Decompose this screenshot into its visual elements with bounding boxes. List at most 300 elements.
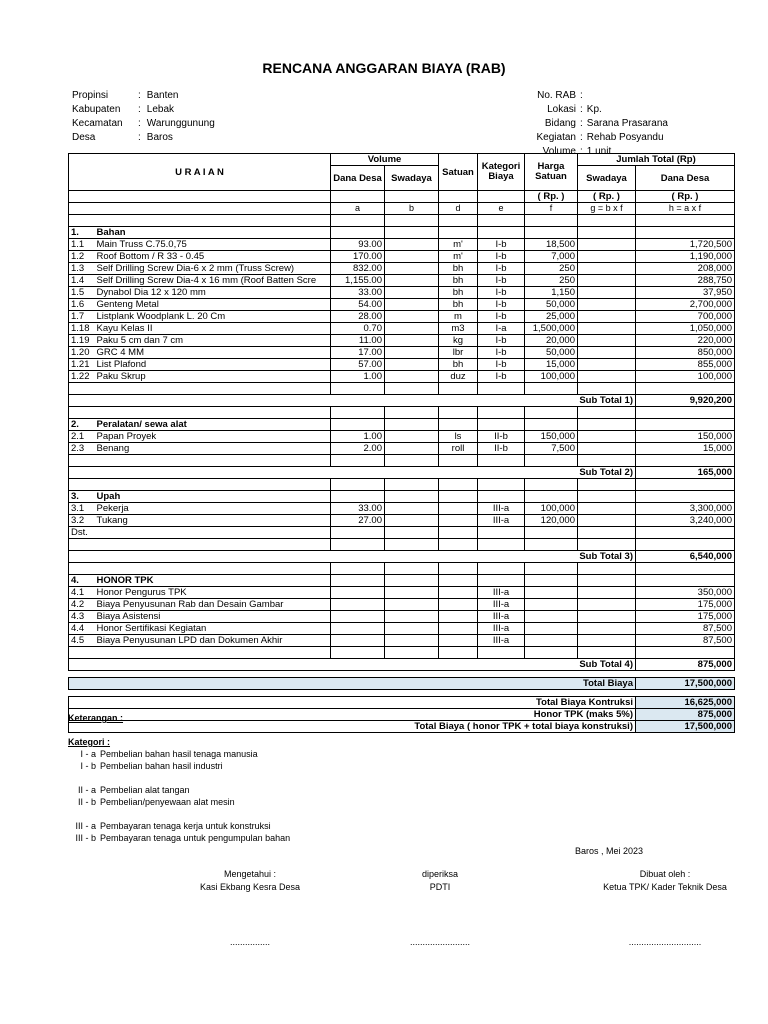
item-satuan: bh bbox=[439, 275, 478, 287]
item-swadaya-volume bbox=[385, 611, 439, 623]
blank-cell bbox=[525, 455, 578, 467]
item-swadaya-total bbox=[578, 311, 636, 323]
blank-cell bbox=[439, 647, 478, 659]
note-text: Pembelian bahan hasil industri bbox=[100, 761, 223, 771]
table-row bbox=[69, 275, 735, 287]
item-swadaya-volume bbox=[385, 263, 439, 275]
table-row bbox=[69, 311, 735, 323]
item-swadaya-total bbox=[578, 611, 636, 623]
info-row bbox=[70, 104, 217, 116]
item-number: Dst. bbox=[69, 527, 95, 539]
item-kategori: I-a bbox=[478, 323, 525, 335]
item-name: Kayu Kelas II bbox=[95, 323, 331, 335]
info-colon: : bbox=[138, 104, 141, 115]
spacer-row bbox=[69, 215, 735, 227]
gap-row bbox=[69, 690, 735, 697]
blank-cell bbox=[69, 563, 95, 575]
subtotal-row bbox=[69, 551, 735, 563]
blank-cell bbox=[525, 563, 578, 575]
blank-cell bbox=[478, 575, 525, 587]
info-value: Baros bbox=[146, 132, 173, 143]
item-swadaya-volume bbox=[385, 359, 439, 371]
info-label: Kabupaten bbox=[72, 104, 121, 115]
item-kategori: II-b bbox=[478, 443, 525, 455]
konstruksi-row bbox=[69, 697, 735, 709]
header-blank bbox=[478, 191, 525, 203]
note-code: III - a bbox=[75, 821, 96, 831]
subtotal-value: 9,920,200 bbox=[636, 395, 735, 407]
item-harga bbox=[525, 635, 578, 647]
header-satuan: Satuan bbox=[439, 154, 478, 191]
item-swadaya-total bbox=[578, 527, 636, 539]
subtotal-value: 6,540,000 bbox=[636, 551, 735, 563]
item-satuan: m3 bbox=[439, 323, 478, 335]
item-name: Roof Bottom / R 33 - 0.45 bbox=[95, 251, 331, 263]
item-swadaya-volume bbox=[385, 347, 439, 359]
item-dana-desa-volume: 2.00 bbox=[331, 443, 385, 455]
item-harga bbox=[525, 599, 578, 611]
info-right bbox=[520, 88, 672, 160]
blank-cell bbox=[478, 455, 525, 467]
info-label: Desa bbox=[72, 132, 96, 143]
item-satuan bbox=[439, 611, 478, 623]
blank-cell bbox=[578, 227, 636, 239]
grand-total-value: 17,500,000 bbox=[636, 721, 735, 733]
item-swadaya-total bbox=[578, 587, 636, 599]
section-title: Bahan bbox=[95, 227, 331, 239]
item-kategori: III-a bbox=[478, 623, 525, 635]
blank-cell bbox=[385, 479, 439, 491]
info-label: Lokasi bbox=[547, 104, 576, 115]
item-swadaya-total bbox=[578, 515, 636, 527]
blank-cell bbox=[385, 227, 439, 239]
info-label: Volume bbox=[542, 146, 576, 157]
item-dana-desa-volume: 832.00 bbox=[331, 263, 385, 275]
item-name: Paku 5 cm dan 7 cm bbox=[95, 335, 331, 347]
item-name bbox=[95, 527, 331, 539]
info-row bbox=[522, 118, 670, 130]
blank-cell bbox=[525, 647, 578, 659]
item-number: 1.22 bbox=[69, 371, 95, 383]
blank-cell bbox=[478, 563, 525, 575]
note-code: I - a bbox=[80, 749, 96, 759]
section-header bbox=[69, 491, 735, 503]
info-left bbox=[68, 88, 219, 146]
column-letter: e bbox=[478, 203, 525, 215]
item-number: 1.6 bbox=[69, 299, 95, 311]
blank-cell bbox=[636, 215, 735, 227]
blank-cell bbox=[385, 407, 439, 419]
subtotal-label: Sub Total 4) bbox=[69, 659, 636, 671]
blank-cell bbox=[578, 419, 636, 431]
item-name: Self Drilling Screw Dia-6 x 2 mm (Truss Screw) bbox=[95, 263, 331, 275]
item-kategori: I-b bbox=[478, 347, 525, 359]
blank-cell bbox=[478, 227, 525, 239]
header-dana-desa-2: Dana Desa bbox=[636, 166, 735, 191]
info-label: Bidang bbox=[544, 118, 576, 129]
table-row bbox=[69, 599, 735, 611]
spacer-row bbox=[69, 647, 735, 659]
note-line bbox=[68, 784, 290, 796]
item-kategori: I-b bbox=[478, 251, 525, 263]
blank-cell bbox=[69, 479, 95, 491]
item-harga: 250 bbox=[525, 275, 578, 287]
note-line bbox=[68, 748, 290, 760]
info-label: Propinsi bbox=[72, 90, 109, 101]
item-swadaya-total bbox=[578, 635, 636, 647]
header-volume: Volume bbox=[331, 154, 439, 166]
blank-cell bbox=[69, 647, 95, 659]
page-title: RENCANA ANGGARAN BIAYA (RAB) bbox=[262, 60, 506, 76]
table-row bbox=[69, 635, 735, 647]
honor-value: 875,000 bbox=[636, 709, 735, 721]
item-swadaya-total bbox=[578, 431, 636, 443]
table-row bbox=[69, 263, 735, 275]
note-text: Pembelian bahan hasil tenaga manusia bbox=[100, 749, 258, 759]
item-name: Papan Proyek bbox=[95, 431, 331, 443]
item-dana-desa-total: 100,000 bbox=[636, 371, 735, 383]
note-text: Pembelian/penyewaan alat mesin bbox=[100, 797, 235, 807]
blank-cell bbox=[578, 491, 636, 503]
item-name: Honor Pengurus TPK bbox=[95, 587, 331, 599]
item-kategori: II-b bbox=[478, 431, 525, 443]
item-kategori: I-b bbox=[478, 263, 525, 275]
item-dana-desa-total: 15,000 bbox=[636, 443, 735, 455]
blank-cell bbox=[439, 407, 478, 419]
item-dana-desa-volume: 11.00 bbox=[331, 335, 385, 347]
info-colon: : bbox=[580, 104, 583, 115]
item-satuan: bh bbox=[439, 263, 478, 275]
blank-cell bbox=[578, 455, 636, 467]
item-name: Pekerja bbox=[95, 503, 331, 515]
header-harga: Harga Satuan bbox=[525, 154, 578, 191]
item-number: 4.2 bbox=[69, 599, 95, 611]
blank-cell bbox=[331, 455, 385, 467]
section-title: HONOR TPK bbox=[95, 575, 331, 587]
blank-cell bbox=[385, 647, 439, 659]
item-swadaya-volume bbox=[385, 299, 439, 311]
item-name: Biaya Penyusunan LPD dan Dokumen Akhir bbox=[95, 635, 331, 647]
note-line bbox=[68, 760, 290, 772]
info-value: Warunggunung bbox=[146, 118, 215, 129]
item-swadaya-volume bbox=[385, 239, 439, 251]
item-swadaya-volume bbox=[385, 275, 439, 287]
info-row bbox=[522, 90, 670, 102]
blank-cell bbox=[478, 407, 525, 419]
item-name: List Plafond bbox=[95, 359, 331, 371]
item-dana-desa-volume: 1.00 bbox=[331, 371, 385, 383]
note-text: Pembelian alat tangan bbox=[100, 785, 190, 795]
spacer-row bbox=[69, 539, 735, 551]
blank-cell bbox=[95, 647, 331, 659]
item-dana-desa-total: 855,000 bbox=[636, 359, 735, 371]
item-satuan bbox=[439, 623, 478, 635]
item-kategori: III-a bbox=[478, 503, 525, 515]
table-row bbox=[69, 503, 735, 515]
item-kategori: I-b bbox=[478, 239, 525, 251]
item-number: 2.3 bbox=[69, 443, 95, 455]
sig2-role: PDTI bbox=[429, 882, 451, 892]
keterangan-label: Keterangan : bbox=[68, 713, 124, 723]
item-number: 1.3 bbox=[69, 263, 95, 275]
blank-cell bbox=[385, 383, 439, 395]
blank-cell bbox=[439, 419, 478, 431]
item-dana-desa-total: 175,000 bbox=[636, 599, 735, 611]
item-dana-desa-volume: 57.00 bbox=[331, 359, 385, 371]
item-satuan: duz bbox=[439, 371, 478, 383]
blank-cell bbox=[95, 383, 331, 395]
item-dana-desa-total: 37,950 bbox=[636, 287, 735, 299]
item-harga bbox=[525, 611, 578, 623]
blank-cell bbox=[385, 455, 439, 467]
item-dana-desa-total: 208,000 bbox=[636, 263, 735, 275]
info-label: Kecamatan bbox=[72, 118, 123, 129]
subtotal-row bbox=[69, 467, 735, 479]
item-harga bbox=[525, 587, 578, 599]
note-code: III - b bbox=[75, 833, 96, 843]
header-blank bbox=[95, 191, 331, 203]
item-swadaya-volume bbox=[385, 635, 439, 647]
spacer-row bbox=[69, 407, 735, 419]
blank-cell bbox=[525, 227, 578, 239]
header-rp: ( Rp. ) bbox=[525, 191, 578, 203]
item-dana-desa-total: 220,000 bbox=[636, 335, 735, 347]
item-name: GRC 4 MM bbox=[95, 347, 331, 359]
section-header bbox=[69, 227, 735, 239]
blank-cell bbox=[636, 455, 735, 467]
total-biaya-label: Total Biaya bbox=[69, 678, 636, 690]
section-number: 2. bbox=[69, 419, 95, 431]
sig3-title: Dibuat oleh : bbox=[639, 869, 691, 879]
blank-cell bbox=[95, 563, 331, 575]
item-dana-desa-volume: 0.70 bbox=[331, 323, 385, 335]
blank-cell bbox=[578, 407, 636, 419]
item-name: Self Drilling Screw Dia-4 x 16 mm (Roof Batten Scre bbox=[95, 275, 331, 287]
item-dana-desa-total: 1,190,000 bbox=[636, 251, 735, 263]
blank-cell bbox=[95, 215, 331, 227]
item-number: 2.1 bbox=[69, 431, 95, 443]
item-dana-desa-total bbox=[636, 527, 735, 539]
blank-cell bbox=[525, 383, 578, 395]
header-uraian: U R A I A N bbox=[69, 154, 331, 191]
item-harga bbox=[525, 623, 578, 635]
blank-cell bbox=[478, 479, 525, 491]
item-swadaya-total bbox=[578, 251, 636, 263]
column-letter: h = a x f bbox=[636, 203, 735, 215]
note-line bbox=[68, 832, 290, 844]
item-kategori: I-b bbox=[478, 359, 525, 371]
item-kategori: I-b bbox=[478, 299, 525, 311]
info-value: Lebak bbox=[146, 104, 175, 115]
blank-cell bbox=[385, 539, 439, 551]
table-row bbox=[69, 239, 735, 251]
item-dana-desa-total: 2,700,000 bbox=[636, 299, 735, 311]
item-dana-desa-total: 3,300,000 bbox=[636, 503, 735, 515]
header-blank bbox=[439, 191, 478, 203]
gap-cell bbox=[69, 671, 735, 678]
blank-cell bbox=[331, 383, 385, 395]
blank-cell bbox=[439, 383, 478, 395]
item-satuan bbox=[439, 635, 478, 647]
item-dana-desa-volume: 93.00 bbox=[331, 239, 385, 251]
item-dana-desa-total: 1,720,500 bbox=[636, 239, 735, 251]
item-harga: 18,500 bbox=[525, 239, 578, 251]
blank-cell bbox=[636, 491, 735, 503]
blank-cell bbox=[525, 491, 578, 503]
item-harga: 15,000 bbox=[525, 359, 578, 371]
item-name: Dynabol Dia 12 x 120 mm bbox=[95, 287, 331, 299]
table-row bbox=[69, 371, 735, 383]
blank-cell bbox=[331, 407, 385, 419]
item-number: 1.19 bbox=[69, 335, 95, 347]
item-swadaya-total bbox=[578, 599, 636, 611]
item-name: Biaya Asistensi bbox=[95, 611, 331, 623]
item-dana-desa-volume bbox=[331, 623, 385, 635]
item-kategori: I-b bbox=[478, 335, 525, 347]
column-letter: f bbox=[525, 203, 578, 215]
item-satuan: roll bbox=[439, 443, 478, 455]
blank-cell bbox=[439, 491, 478, 503]
kategori-label: Kategori : bbox=[68, 737, 111, 747]
item-dana-desa-volume: 17.00 bbox=[331, 347, 385, 359]
item-number: 4.1 bbox=[69, 587, 95, 599]
table-row bbox=[69, 623, 735, 635]
item-number: 1.4 bbox=[69, 275, 95, 287]
sig2-title: diperiksa bbox=[421, 869, 459, 879]
table-row bbox=[69, 347, 735, 359]
info-colon: : bbox=[580, 146, 583, 157]
item-dana-desa-total: 175,000 bbox=[636, 611, 735, 623]
header-blank bbox=[385, 191, 439, 203]
blank-cell bbox=[385, 575, 439, 587]
blank-cell bbox=[578, 383, 636, 395]
item-satuan: m bbox=[439, 311, 478, 323]
item-number: 4.4 bbox=[69, 623, 95, 635]
item-harga: 20,000 bbox=[525, 335, 578, 347]
blank-cell bbox=[439, 227, 478, 239]
table-row bbox=[69, 515, 735, 527]
blank-cell bbox=[636, 539, 735, 551]
item-number: 3.2 bbox=[69, 515, 95, 527]
note-line bbox=[68, 796, 290, 808]
blank-cell bbox=[385, 419, 439, 431]
item-swadaya-volume bbox=[385, 587, 439, 599]
item-swadaya-volume bbox=[385, 371, 439, 383]
table-row bbox=[69, 299, 735, 311]
spacer-row bbox=[69, 563, 735, 575]
konstruksi-label: Total Biaya Kontruksi bbox=[69, 697, 636, 709]
total-biaya-row bbox=[69, 678, 735, 690]
blank-cell bbox=[385, 491, 439, 503]
item-harga: 7,500 bbox=[525, 443, 578, 455]
info-colon: : bbox=[138, 90, 141, 101]
item-name: Listplank Woodplank L. 20 Cm bbox=[95, 311, 331, 323]
item-number: 4.3 bbox=[69, 611, 95, 623]
subtotal-row bbox=[69, 395, 735, 407]
section-number: 1. bbox=[69, 227, 95, 239]
blank-cell bbox=[525, 419, 578, 431]
item-swadaya-total bbox=[578, 443, 636, 455]
signature-block-3 bbox=[585, 868, 745, 949]
item-swadaya-volume bbox=[385, 251, 439, 263]
item-swadaya-total bbox=[578, 371, 636, 383]
blank-cell bbox=[331, 215, 385, 227]
item-swadaya-volume bbox=[385, 287, 439, 299]
item-dana-desa-volume: 1.00 bbox=[331, 431, 385, 443]
item-number: 1.20 bbox=[69, 347, 95, 359]
table-row bbox=[69, 587, 735, 599]
item-satuan bbox=[439, 599, 478, 611]
item-swadaya-total bbox=[578, 347, 636, 359]
item-swadaya-total bbox=[578, 287, 636, 299]
header-swadaya: Swadaya bbox=[385, 166, 439, 191]
blank-cell bbox=[478, 383, 525, 395]
blank-cell bbox=[525, 479, 578, 491]
item-swadaya-volume bbox=[385, 623, 439, 635]
item-dana-desa-volume bbox=[331, 599, 385, 611]
item-kategori: III-a bbox=[478, 611, 525, 623]
table-row bbox=[69, 443, 735, 455]
blank-cell bbox=[95, 455, 331, 467]
item-swadaya-volume bbox=[385, 515, 439, 527]
gap-cell bbox=[69, 690, 735, 697]
section-title: Upah bbox=[95, 491, 331, 503]
header-kategori: Kategori Biaya bbox=[478, 154, 525, 191]
blank-cell bbox=[578, 647, 636, 659]
item-harga: 50,000 bbox=[525, 299, 578, 311]
blank-cell bbox=[525, 575, 578, 587]
column-letter: b bbox=[385, 203, 439, 215]
header-rp-2: ( Rp. ) bbox=[578, 191, 636, 203]
item-dana-desa-total: 87,500 bbox=[636, 623, 735, 635]
item-number: 1.7 bbox=[69, 311, 95, 323]
blank-cell bbox=[69, 407, 95, 419]
item-kategori: I-b bbox=[478, 275, 525, 287]
section-header bbox=[69, 575, 735, 587]
blank-cell bbox=[636, 383, 735, 395]
note-text: Pembayaran tenaga kerja untuk konstruksi bbox=[100, 821, 271, 831]
item-harga: 50,000 bbox=[525, 347, 578, 359]
item-name: Genteng Metal bbox=[95, 299, 331, 311]
header-rp-3: ( Rp. ) bbox=[636, 191, 735, 203]
item-swadaya-volume bbox=[385, 527, 439, 539]
item-swadaya-total bbox=[578, 335, 636, 347]
item-satuan: bh bbox=[439, 287, 478, 299]
blank-cell bbox=[331, 539, 385, 551]
place-date: Baros , Mei 2023 bbox=[575, 846, 644, 856]
item-name: Tukang bbox=[95, 515, 331, 527]
blank-cell bbox=[478, 491, 525, 503]
blank-cell bbox=[578, 215, 636, 227]
section-header bbox=[69, 419, 735, 431]
item-dana-desa-volume: 28.00 bbox=[331, 311, 385, 323]
item-satuan: bh bbox=[439, 299, 478, 311]
info-value: Banten bbox=[146, 90, 179, 101]
sig3-line: ............................. bbox=[628, 937, 702, 947]
item-satuan bbox=[439, 527, 478, 539]
blank-cell bbox=[578, 563, 636, 575]
item-harga bbox=[525, 527, 578, 539]
note-line bbox=[68, 772, 290, 784]
item-dana-desa-total: 150,000 bbox=[636, 431, 735, 443]
blank-cell bbox=[439, 455, 478, 467]
item-kategori bbox=[478, 527, 525, 539]
item-satuan bbox=[439, 503, 478, 515]
item-satuan: m' bbox=[439, 239, 478, 251]
blank-cell bbox=[578, 539, 636, 551]
info-value bbox=[585, 90, 670, 102]
blank-cell bbox=[331, 227, 385, 239]
